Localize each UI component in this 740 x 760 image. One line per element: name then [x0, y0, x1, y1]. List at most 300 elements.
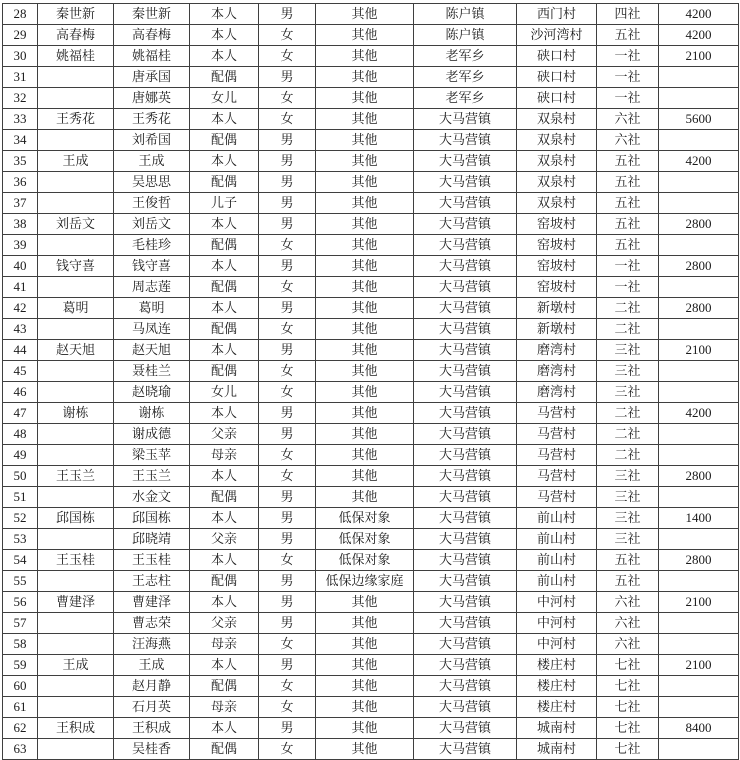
cell-household-head: [38, 571, 114, 592]
cell-village: 窑坡村: [517, 256, 597, 277]
cell-group: 六社: [597, 130, 659, 151]
cell-row-no: 62: [3, 718, 38, 739]
cell-member-name: 曹志荣: [114, 613, 190, 634]
table-row: [3, 319, 739, 340]
cell-household-head: [38, 613, 114, 634]
cell-town: 大马营镇: [414, 403, 517, 424]
cell-row-no: 34: [3, 130, 38, 151]
cell-row-no: 33: [3, 109, 38, 130]
cell-group: 四社: [597, 4, 659, 25]
cell-village: 新墩村: [517, 298, 597, 319]
cell-row-no: 53: [3, 529, 38, 550]
cell-town: 大马营镇: [414, 298, 517, 319]
cell-relation: 配偶: [190, 235, 259, 256]
cell-village: 双泉村: [517, 172, 597, 193]
cell-row-no: 42: [3, 298, 38, 319]
cell-amount: 8400: [659, 718, 739, 739]
cell-group: 三社: [597, 529, 659, 550]
cell-relation: 女儿: [190, 382, 259, 403]
cell-member-name: 吴桂香: [114, 739, 190, 760]
cell-relation: 本人: [190, 718, 259, 739]
cell-group: 五社: [597, 571, 659, 592]
cell-category: 其他: [316, 718, 414, 739]
cell-household-head: 高春梅: [38, 25, 114, 46]
table-row: [3, 487, 739, 508]
cell-gender: 男: [259, 172, 316, 193]
cell-row-no: 39: [3, 235, 38, 256]
cell-category: 其他: [316, 424, 414, 445]
cell-relation: 配偶: [190, 130, 259, 151]
cell-household-head: [38, 445, 114, 466]
table-row: [3, 277, 739, 298]
cell-category: 其他: [316, 382, 414, 403]
table-row: [3, 592, 739, 613]
cell-village: 城南村: [517, 718, 597, 739]
cell-relation: 配偶: [190, 67, 259, 88]
table-row: [3, 172, 739, 193]
cell-category: 其他: [316, 655, 414, 676]
cell-amount: [659, 67, 739, 88]
cell-amount: [659, 361, 739, 382]
cell-household-head: [38, 193, 114, 214]
cell-gender: 男: [259, 193, 316, 214]
cell-amount: [659, 193, 739, 214]
cell-gender: 女: [259, 697, 316, 718]
cell-amount: 2100: [659, 46, 739, 67]
cell-group: 一社: [597, 256, 659, 277]
cell-household-head: [38, 88, 114, 109]
cell-row-no: 37: [3, 193, 38, 214]
cell-gender: 女: [259, 109, 316, 130]
cell-row-no: 28: [3, 4, 38, 25]
table-row: [3, 613, 739, 634]
cell-category: 其他: [316, 130, 414, 151]
cell-town: 老军乡: [414, 46, 517, 67]
cell-village: 楼庄村: [517, 655, 597, 676]
cell-group: 三社: [597, 508, 659, 529]
cell-gender: 男: [259, 256, 316, 277]
cell-member-name: 王玉兰: [114, 466, 190, 487]
cell-row-no: 48: [3, 424, 38, 445]
cell-town: 大马营镇: [414, 697, 517, 718]
cell-row-no: 63: [3, 739, 38, 760]
cell-category: 其他: [316, 403, 414, 424]
cell-row-no: 49: [3, 445, 38, 466]
cell-category: 其他: [316, 592, 414, 613]
cell-group: 五社: [597, 193, 659, 214]
cell-amount: [659, 382, 739, 403]
cell-village: 前山村: [517, 508, 597, 529]
cell-relation: 本人: [190, 403, 259, 424]
cell-member-name: 邱国栋: [114, 508, 190, 529]
cell-gender: 女: [259, 46, 316, 67]
cell-member-name: 唐娜英: [114, 88, 190, 109]
cell-amount: 4200: [659, 25, 739, 46]
cell-category: 其他: [316, 256, 414, 277]
cell-group: 七社: [597, 697, 659, 718]
cell-group: 三社: [597, 466, 659, 487]
cell-household-head: [38, 697, 114, 718]
cell-town: 大马营镇: [414, 109, 517, 130]
cell-village: 马营村: [517, 403, 597, 424]
cell-household-head: 姚福桂: [38, 46, 114, 67]
cell-gender: 女: [259, 319, 316, 340]
cell-group: 五社: [597, 550, 659, 571]
cell-member-name: 曹建泽: [114, 592, 190, 613]
cell-relation: 配偶: [190, 319, 259, 340]
cell-town: 大马营镇: [414, 214, 517, 235]
cell-relation: 本人: [190, 46, 259, 67]
cell-row-no: 59: [3, 655, 38, 676]
cell-group: 二社: [597, 403, 659, 424]
cell-row-no: 32: [3, 88, 38, 109]
table-row: [3, 340, 739, 361]
cell-category: 其他: [316, 445, 414, 466]
cell-member-name: 王成: [114, 151, 190, 172]
cell-group: 七社: [597, 655, 659, 676]
cell-town: 大马营镇: [414, 277, 517, 298]
cell-village: 西门村: [517, 4, 597, 25]
cell-relation: 本人: [190, 256, 259, 277]
cell-member-name: 王志柱: [114, 571, 190, 592]
cell-amount: [659, 235, 739, 256]
cell-gender: 男: [259, 151, 316, 172]
cell-group: 五社: [597, 235, 659, 256]
cell-member-name: 刘岳文: [114, 214, 190, 235]
cell-village: 硖口村: [517, 88, 597, 109]
cell-household-head: [38, 277, 114, 298]
cell-member-name: 邱晓靖: [114, 529, 190, 550]
cell-amount: [659, 319, 739, 340]
cell-row-no: 45: [3, 361, 38, 382]
cell-member-name: 王积成: [114, 718, 190, 739]
cell-member-name: 赵天旭: [114, 340, 190, 361]
cell-category: 其他: [316, 193, 414, 214]
cell-town: 陈户镇: [414, 25, 517, 46]
cell-group: 五社: [597, 25, 659, 46]
table-row: [3, 130, 739, 151]
cell-gender: 男: [259, 487, 316, 508]
cell-relation: 母亲: [190, 445, 259, 466]
cell-group: 六社: [597, 634, 659, 655]
cell-category: 其他: [316, 319, 414, 340]
cell-amount: [659, 613, 739, 634]
cell-village: 磨湾村: [517, 361, 597, 382]
cell-town: 陈户镇: [414, 4, 517, 25]
cell-household-head: [38, 361, 114, 382]
cell-amount: 2800: [659, 550, 739, 571]
cell-relation: 本人: [190, 298, 259, 319]
cell-group: 五社: [597, 214, 659, 235]
cell-member-name: 王成: [114, 655, 190, 676]
cell-town: 大马营镇: [414, 592, 517, 613]
cell-member-name: 高春梅: [114, 25, 190, 46]
cell-member-name: 水金文: [114, 487, 190, 508]
cell-household-head: 王积成: [38, 718, 114, 739]
cell-member-name: 吴思思: [114, 172, 190, 193]
beneficiary-table: [2, 3, 739, 760]
cell-village: 窑坡村: [517, 235, 597, 256]
cell-group: 二社: [597, 298, 659, 319]
cell-relation: 本人: [190, 151, 259, 172]
cell-relation: 本人: [190, 550, 259, 571]
cell-category: 其他: [316, 151, 414, 172]
cell-category: 其他: [316, 214, 414, 235]
cell-amount: [659, 571, 739, 592]
cell-category: 其他: [316, 634, 414, 655]
cell-member-name: 谢成德: [114, 424, 190, 445]
cell-village: 双泉村: [517, 109, 597, 130]
cell-row-no: 36: [3, 172, 38, 193]
cell-relation: 配偶: [190, 487, 259, 508]
cell-member-name: 赵月静: [114, 676, 190, 697]
cell-row-no: 54: [3, 550, 38, 571]
cell-household-head: [38, 676, 114, 697]
cell-village: 双泉村: [517, 193, 597, 214]
cell-amount: 2100: [659, 340, 739, 361]
cell-relation: 父亲: [190, 613, 259, 634]
cell-gender: 女: [259, 25, 316, 46]
cell-gender: 女: [259, 634, 316, 655]
cell-village: 双泉村: [517, 130, 597, 151]
cell-gender: 女: [259, 361, 316, 382]
cell-gender: 男: [259, 508, 316, 529]
cell-row-no: 46: [3, 382, 38, 403]
cell-town: 大马营镇: [414, 382, 517, 403]
cell-group: 五社: [597, 172, 659, 193]
table-row: [3, 67, 739, 88]
cell-category: 其他: [316, 4, 414, 25]
table-row: [3, 235, 739, 256]
cell-household-head: [38, 487, 114, 508]
cell-household-head: [38, 67, 114, 88]
cell-town: 大马营镇: [414, 529, 517, 550]
cell-relation: 配偶: [190, 361, 259, 382]
cell-relation: 本人: [190, 25, 259, 46]
cell-member-name: 汪海燕: [114, 634, 190, 655]
cell-town: 大马营镇: [414, 718, 517, 739]
cell-relation: 配偶: [190, 571, 259, 592]
table-row: [3, 718, 739, 739]
cell-amount: [659, 634, 739, 655]
cell-group: 二社: [597, 424, 659, 445]
cell-row-no: 51: [3, 487, 38, 508]
cell-group: 七社: [597, 676, 659, 697]
cell-category: 其他: [316, 25, 414, 46]
cell-group: 三社: [597, 340, 659, 361]
cell-household-head: [38, 382, 114, 403]
cell-group: 三社: [597, 487, 659, 508]
cell-household-head: 葛明: [38, 298, 114, 319]
cell-row-no: 44: [3, 340, 38, 361]
cell-category: 其他: [316, 67, 414, 88]
cell-category: 其他: [316, 277, 414, 298]
cell-gender: 男: [259, 592, 316, 613]
cell-amount: 4200: [659, 4, 739, 25]
table-row: [3, 466, 739, 487]
cell-gender: 女: [259, 235, 316, 256]
cell-village: 城南村: [517, 739, 597, 760]
table-row: [3, 382, 739, 403]
cell-gender: 男: [259, 214, 316, 235]
table-row: [3, 109, 739, 130]
cell-relation: 女儿: [190, 88, 259, 109]
cell-member-name: 赵晓瑜: [114, 382, 190, 403]
cell-amount: [659, 172, 739, 193]
cell-category: 其他: [316, 172, 414, 193]
cell-household-head: 赵天旭: [38, 340, 114, 361]
cell-group: 七社: [597, 718, 659, 739]
cell-town: 大马营镇: [414, 466, 517, 487]
cell-village: 磨湾村: [517, 340, 597, 361]
table-row: [3, 634, 739, 655]
cell-relation: 母亲: [190, 697, 259, 718]
cell-household-head: 谢栋: [38, 403, 114, 424]
cell-gender: 女: [259, 445, 316, 466]
cell-town: 大马营镇: [414, 739, 517, 760]
cell-gender: 男: [259, 529, 316, 550]
cell-relation: 本人: [190, 508, 259, 529]
cell-gender: 男: [259, 298, 316, 319]
cell-village: 中河村: [517, 592, 597, 613]
cell-category: 其他: [316, 109, 414, 130]
cell-household-head: 王成: [38, 151, 114, 172]
cell-gender: 男: [259, 4, 316, 25]
cell-village: 硖口村: [517, 67, 597, 88]
cell-relation: 配偶: [190, 739, 259, 760]
cell-row-no: 31: [3, 67, 38, 88]
cell-amount: 2100: [659, 592, 739, 613]
cell-town: 大马营镇: [414, 655, 517, 676]
cell-amount: 2800: [659, 466, 739, 487]
cell-relation: 母亲: [190, 634, 259, 655]
cell-village: 楼庄村: [517, 676, 597, 697]
table-row: [3, 445, 739, 466]
cell-household-head: [38, 235, 114, 256]
cell-category: 低保对象: [316, 529, 414, 550]
cell-row-no: 61: [3, 697, 38, 718]
cell-town: 大马营镇: [414, 340, 517, 361]
cell-town: 大马营镇: [414, 445, 517, 466]
cell-row-no: 40: [3, 256, 38, 277]
table-row: [3, 151, 739, 172]
cell-member-name: 周志莲: [114, 277, 190, 298]
cell-household-head: 秦世新: [38, 4, 114, 25]
cell-village: 楼庄村: [517, 697, 597, 718]
cell-household-head: 刘岳文: [38, 214, 114, 235]
cell-member-name: 梁玉苹: [114, 445, 190, 466]
table-row: [3, 46, 739, 67]
cell-town: 大马营镇: [414, 487, 517, 508]
cell-household-head: [38, 529, 114, 550]
cell-category: 其他: [316, 88, 414, 109]
cell-member-name: 王秀花: [114, 109, 190, 130]
cell-row-no: 55: [3, 571, 38, 592]
cell-village: 中河村: [517, 634, 597, 655]
cell-amount: 2100: [659, 655, 739, 676]
cell-town: 大马营镇: [414, 256, 517, 277]
cell-village: 马营村: [517, 466, 597, 487]
cell-relation: 父亲: [190, 424, 259, 445]
cell-household-head: 王玉兰: [38, 466, 114, 487]
cell-category: 其他: [316, 487, 414, 508]
cell-gender: 男: [259, 130, 316, 151]
cell-row-no: 56: [3, 592, 38, 613]
cell-group: 五社: [597, 151, 659, 172]
cell-member-name: 唐承国: [114, 67, 190, 88]
cell-household-head: [38, 319, 114, 340]
cell-town: 大马营镇: [414, 361, 517, 382]
cell-group: 一社: [597, 277, 659, 298]
cell-group: 三社: [597, 382, 659, 403]
cell-household-head: 王秀花: [38, 109, 114, 130]
cell-gender: 男: [259, 571, 316, 592]
cell-amount: 1400: [659, 508, 739, 529]
table-row: [3, 193, 739, 214]
cell-amount: [659, 487, 739, 508]
cell-row-no: 47: [3, 403, 38, 424]
cell-group: 六社: [597, 109, 659, 130]
cell-household-head: [38, 172, 114, 193]
cell-amount: [659, 88, 739, 109]
cell-household-head: 王玉桂: [38, 550, 114, 571]
cell-row-no: 43: [3, 319, 38, 340]
cell-amount: [659, 424, 739, 445]
table-row: [3, 298, 739, 319]
table-body: [3, 4, 739, 760]
cell-village: 马营村: [517, 487, 597, 508]
cell-village: 窑坡村: [517, 214, 597, 235]
cell-household-head: 王成: [38, 655, 114, 676]
cell-village: 双泉村: [517, 151, 597, 172]
cell-village: 马营村: [517, 424, 597, 445]
cell-gender: 女: [259, 382, 316, 403]
cell-relation: 配偶: [190, 277, 259, 298]
table-row: [3, 571, 739, 592]
cell-household-head: [38, 130, 114, 151]
cell-category: 其他: [316, 235, 414, 256]
cell-town: 大马营镇: [414, 508, 517, 529]
cell-member-name: 王俊哲: [114, 193, 190, 214]
cell-group: 一社: [597, 67, 659, 88]
cell-gender: 男: [259, 340, 316, 361]
table-row: [3, 739, 739, 760]
cell-gender: 男: [259, 613, 316, 634]
cell-row-no: 50: [3, 466, 38, 487]
table-row: [3, 4, 739, 25]
cell-row-no: 58: [3, 634, 38, 655]
table-row: [3, 214, 739, 235]
cell-gender: 男: [259, 655, 316, 676]
cell-group: 一社: [597, 88, 659, 109]
cell-relation: 本人: [190, 592, 259, 613]
cell-row-no: 60: [3, 676, 38, 697]
table-row: [3, 508, 739, 529]
cell-household-head: 钱守喜: [38, 256, 114, 277]
cell-town: 老军乡: [414, 88, 517, 109]
cell-category: 其他: [316, 697, 414, 718]
cell-village: 马营村: [517, 445, 597, 466]
cell-gender: 女: [259, 88, 316, 109]
table-row: [3, 403, 739, 424]
cell-row-no: 35: [3, 151, 38, 172]
cell-category: 其他: [316, 739, 414, 760]
cell-category: 其他: [316, 466, 414, 487]
cell-gender: 女: [259, 277, 316, 298]
cell-household-head: [38, 634, 114, 655]
table-row: [3, 424, 739, 445]
cell-member-name: 王玉桂: [114, 550, 190, 571]
